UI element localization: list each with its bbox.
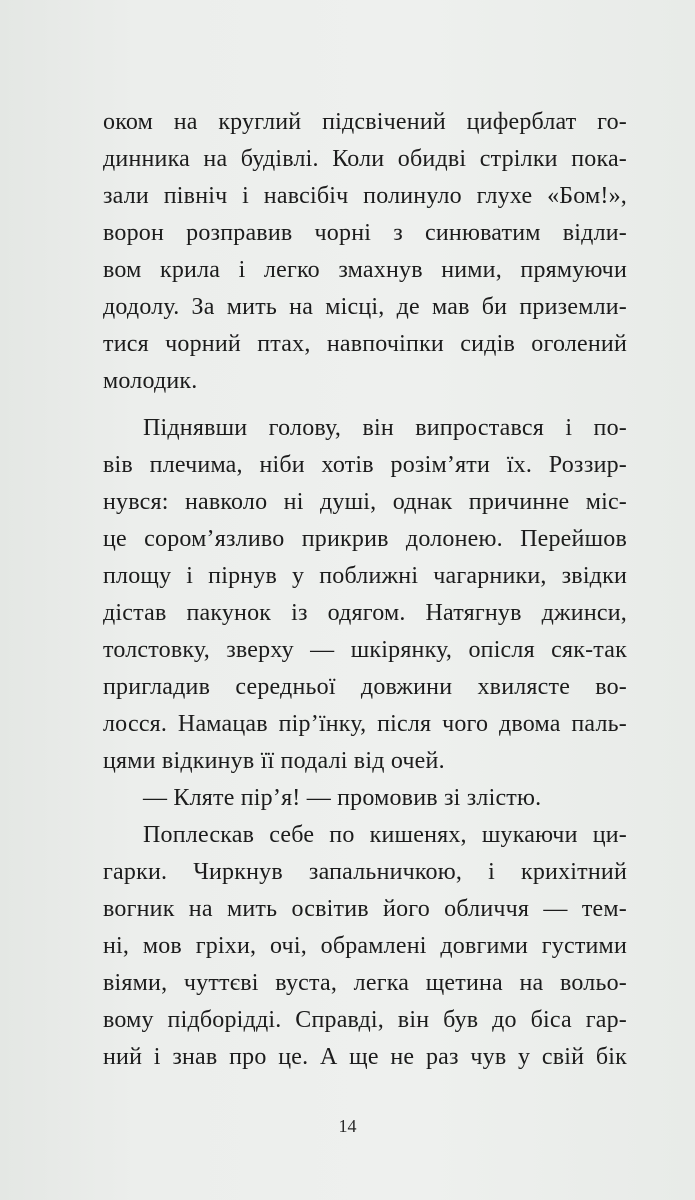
text-line: ворон розправив чорні з синюватим відли- — [103, 220, 627, 246]
text-line: лосся. Намацав пір’їнку, після чого двома паль- — [103, 711, 627, 737]
text-line: — Кляте пір’я! — промовив зі злістю. — [143, 785, 542, 811]
text-line: зали північ і навсібіч полинуло глухе «Бом!», — [103, 183, 627, 209]
text-line: оком на круглий підсвічений циферблат го- — [103, 109, 627, 135]
text-line: вогник на мить освітив його обличчя — тем- — [103, 896, 627, 922]
text-line: пригладив середньої довжини хвилясте во- — [103, 674, 627, 700]
text-line: Піднявши голову, він випростався і по- — [143, 415, 627, 441]
text-line: це сором’язливо прикрив долонею. Перейшов — [103, 526, 627, 552]
text-line: дістав пакунок із одягом. Натягнув джинси, — [103, 600, 627, 626]
text-line: тися чорний птах, навпочіпки сидів оголений — [103, 331, 627, 357]
text-line: динника на будівлі. Коли обидві стрілки пока- — [103, 146, 627, 172]
text-line: вому підборідді. Справді, він був до біса гар- — [103, 1007, 627, 1033]
page-number: 14 — [338, 1116, 357, 1136]
text-line: цями відкинув її подалі від очей. — [103, 748, 445, 774]
text-line: площу і пірнув у поближні чагарники, звідки — [103, 563, 627, 589]
text-line: ний і знав про це. А ще не раз чув у свій бік — [103, 1044, 627, 1070]
text-line: вом крила і легко змахнув ними, прямуючи — [103, 257, 627, 283]
text-line: Поплескав себе по кишенях, шукаючи ци- — [143, 822, 627, 848]
text-line: молодик. — [103, 368, 198, 394]
text-line: толстовку, зверху — шкірянку, опісля сяк-так — [103, 637, 627, 663]
text-line: віями, чуттєві вуста, легка щетина на вольо- — [103, 970, 627, 996]
text-line: додолу. За мить на місці, де мав би приземли- — [103, 294, 627, 320]
text-line: вів плечима, ніби хотів розім’яти їх. Роззир- — [103, 452, 627, 478]
text-line: гарки. Чиркнув запальничкою, і крихітний — [103, 859, 627, 885]
text-line: ні, мов гріхи, очі, обрамлені довгими густими — [103, 933, 627, 959]
text-line: нувся: навколо ні душі, однак причинне міс- — [103, 489, 627, 515]
